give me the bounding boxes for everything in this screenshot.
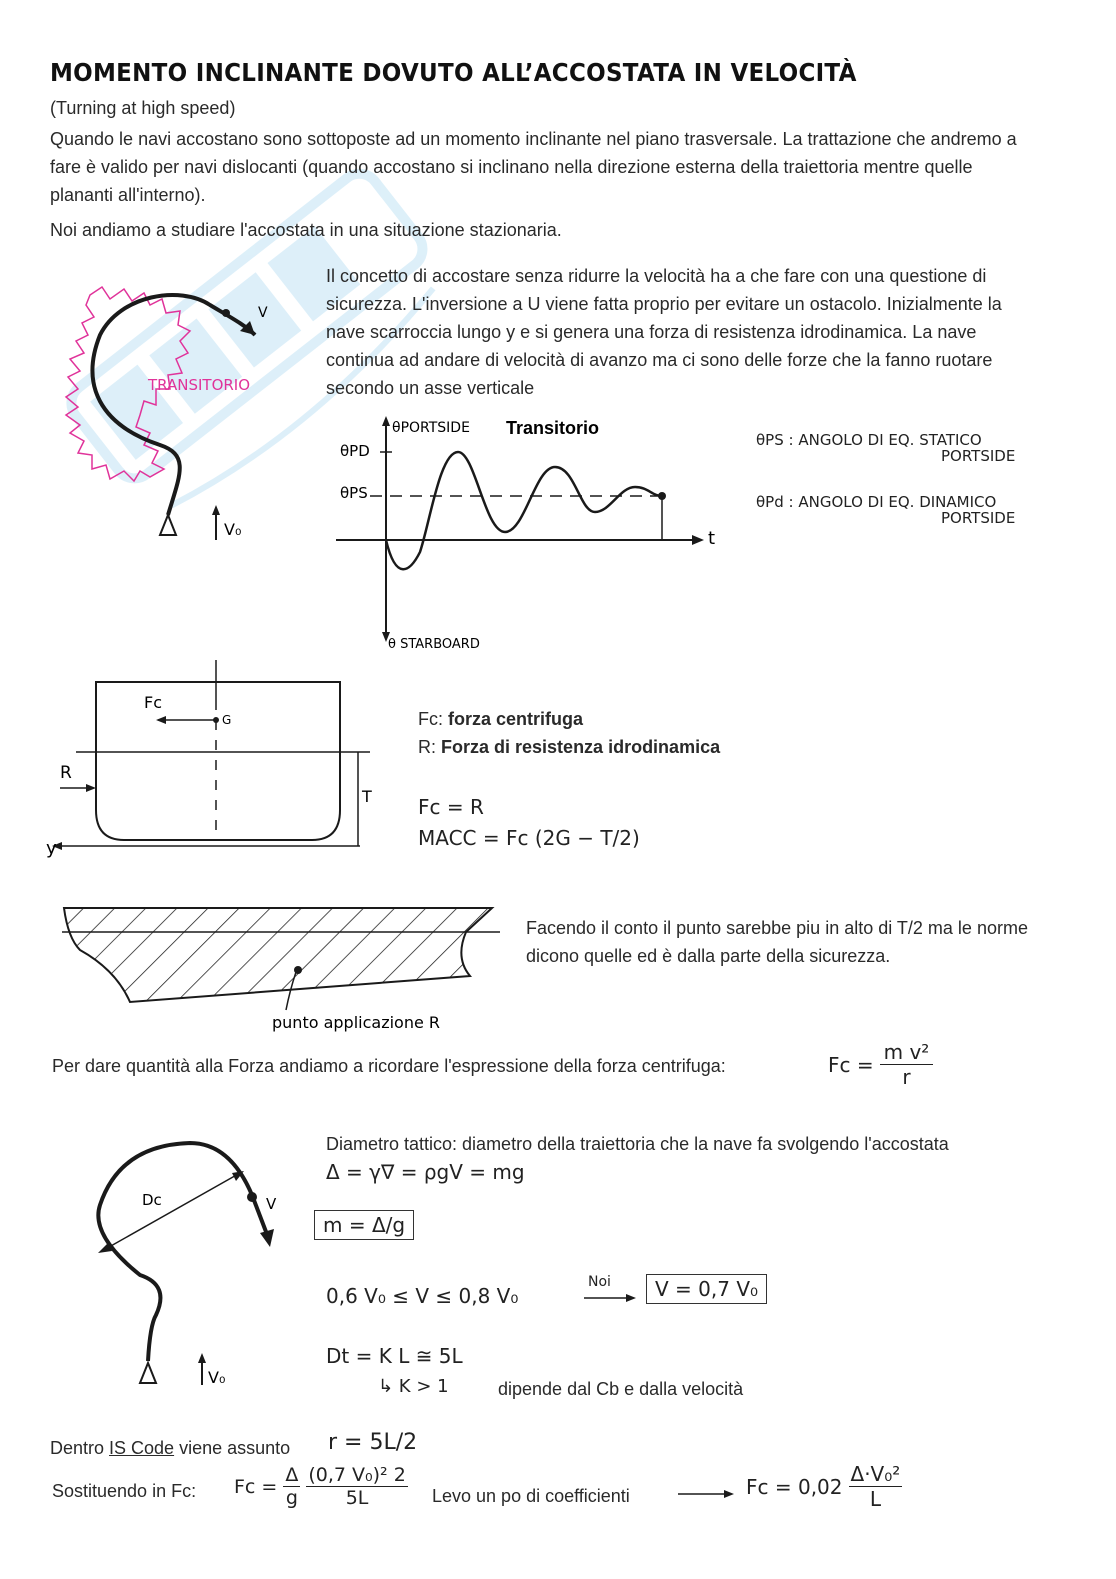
- ship-section: [40, 660, 380, 860]
- equation-macc: MACC = Fc (2G − T/2): [418, 826, 640, 850]
- concept-paragraph: Il concetto di accostare senza ridurre la velocità ha a che fare con una questione di sicurezza. L'inversione a U viene fatta proprio per evitare un ostacolo. Inizialmente la nave scarroccia lungo y e si genera una forza di resistenza idrodinamica. La nave continua ad andare di velocità di avanzo ma ci sono delle forze che la fanno ruotare secondo un asse verticale: [326, 266, 1002, 398]
- theta-ps-note: θPS : ANGOLO DI EQ. STATICO PORTSIDE: [756, 431, 1016, 465]
- equation-fc-r: Fc = R: [418, 795, 484, 819]
- transitorio-graph: [330, 412, 750, 657]
- transitorio-wave: [386, 452, 662, 569]
- r-label: R: [60, 763, 72, 783]
- ship-hull-icon: [160, 515, 176, 535]
- theta-ps-label: θPS: [340, 484, 368, 502]
- levo-text: Levo un po di coefficienti: [432, 1486, 630, 1506]
- theta-pd-note: θPd : ANGOLO DI EQ. DINAMICO PORTSIDE: [756, 493, 1016, 527]
- r-definition: R: Forza di resistenza idrodinamica: [418, 737, 721, 757]
- t-axis-label: t: [708, 528, 716, 549]
- centrifugal-text: Per dare quantità alla Forza andiamo a ricordare l'espressione della forza centrifuga:: [52, 1056, 726, 1076]
- iscode-link[interactable]: IS Code: [109, 1438, 175, 1458]
- substitute-text: Sostituendo in Fc:: [52, 1481, 197, 1501]
- fc-definition: Fc: forza centrifuga: [418, 709, 584, 729]
- transitorio-label: TRANSITORIO: [148, 376, 251, 394]
- intro-paragraph: Quando le navi accostano sono sottoposte ad un momento inclinante nel piano trasversale. La trattazione che andremo a fare è valido per navi dislocanti (quando accostano si inclinano nella direzione esterna della traiettoria mentre quelle plananti all'interno).: [50, 129, 1017, 205]
- turning-sketch: [40, 265, 300, 565]
- velocity-v-label: V: [258, 305, 268, 321]
- ship-hull-icon-2: [140, 1363, 156, 1383]
- application-point-label: punto applicazione R: [272, 1013, 441, 1032]
- iscode-line: Dentro IS Code viene assunto: [50, 1438, 291, 1458]
- tactical-v0-label: V₀: [208, 1368, 226, 1387]
- result-formula: Fc = 0,02 Δ·V₀² L: [746, 1462, 901, 1511]
- y-axis-top-label: θPORTSIDE: [392, 420, 470, 436]
- theta-pd-label: θPD: [340, 442, 370, 460]
- tactical-diameter-sketch: [80, 1125, 320, 1405]
- equation-k: ↳ K > 1: [378, 1376, 449, 1397]
- noi-label: Noi: [588, 1274, 611, 1290]
- arrow-icon-2: [676, 1488, 736, 1500]
- g-label: G: [222, 713, 232, 727]
- hull-note: Facendo il conto il punto sarebbe piu in alto di T/2 ma le norme dicono quelle ed è dalla parte della sicurezza.: [526, 918, 1028, 966]
- equation-delta: Δ = γ∇ = ρgV = mg: [326, 1160, 525, 1184]
- hull-underwater: [64, 908, 492, 1002]
- substitute-formula: Fc = $\frac{\Delta}{g}$ (0,7 V₀)² 2 5L: [234, 1464, 406, 1509]
- t-label: T: [362, 787, 372, 806]
- equation-speed-range: 0,6 V₀ ≤ V ≤ 0,8 V₀: [326, 1284, 519, 1308]
- equation-dt: Dt = K L ≅ 5L: [326, 1344, 463, 1368]
- hull-profile: [60, 900, 520, 1040]
- y-label: y: [46, 838, 57, 859]
- graph-title: Transitorio: [506, 418, 600, 438]
- dc-label: Dc: [142, 1191, 162, 1209]
- hull-section: [96, 682, 340, 840]
- page-title: MOMENTO INCLINANTE DOVUTO ALL’ACCOSTATA IN VELOCITÀ: [50, 58, 857, 87]
- trajectory-curve: [93, 295, 256, 515]
- tactical-definition: Diametro tattico: diametro della traiettoria che la nave fa svolgendo l'accostata: [326, 1134, 949, 1154]
- subtitle: (Turning at high speed): [50, 98, 236, 118]
- iscode-formula: r = 5L/2: [328, 1430, 418, 1455]
- k-note: dipende dal Cb e dalla velocità: [498, 1379, 744, 1399]
- arrow-icon: [582, 1292, 638, 1304]
- equation-v-chosen: V = 0,7 V₀: [646, 1274, 767, 1304]
- y-axis-bottom-label: θ STARBOARD: [388, 637, 480, 652]
- tactical-v-label: V: [266, 1195, 277, 1213]
- equation-mass: m = Δ/g: [314, 1210, 414, 1240]
- centrifugal-formula: Fc = $\frac{\text{m v²}}{r}$: [828, 1040, 933, 1089]
- intro-paragraph-2: Noi andiamo a studiare l'accostata in una situazione stazionaria.: [50, 220, 562, 240]
- velocity-v0-label: V₀: [224, 520, 242, 539]
- fc-label: Fc: [144, 693, 162, 712]
